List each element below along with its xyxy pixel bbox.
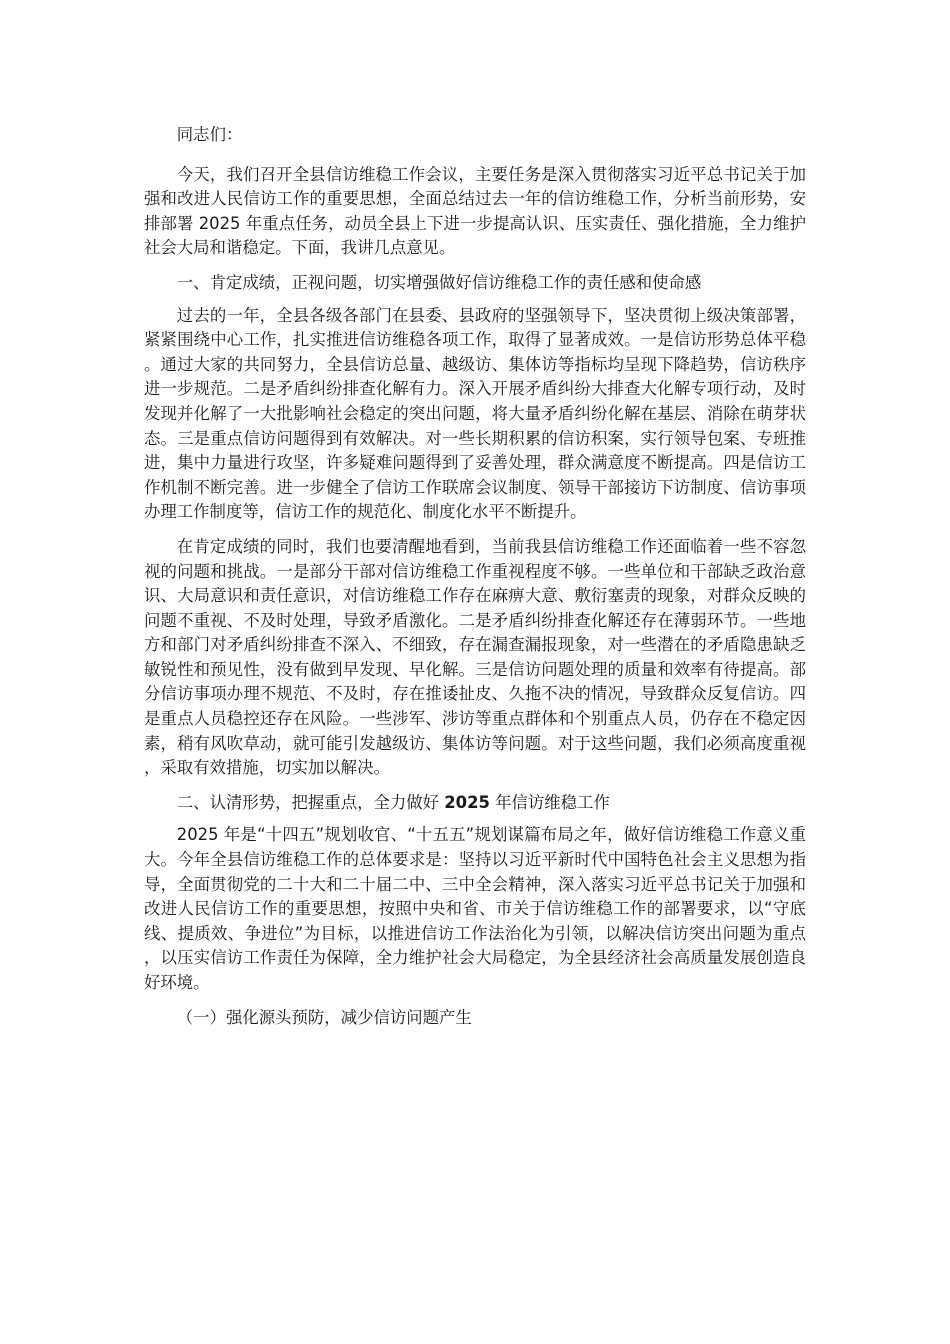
section-2-heading (144, 791, 806, 816)
document-body (144, 123, 806, 1038)
section-1-paragraph-1: 过去的一年，全县各级各部门在县委、县政府的坚强领导下，坚决贯彻上级决策部署，紧紧围绕中心工作，扎实推进信访维稳各项工作，取得了显著成效。一是信访形势总体平稳。通过大家的共同努力，全县信访总量、越级访、集体访等指标均呈现下降趋势，信访秩序进一步规范。二是矛盾纠纷排查化解有力。深入开展矛盾纠纷大排查大化解专项行动，及时发现并化解了一大批影响社会稳定的突出问题，将大量矛盾纠纷化解在基层、消除在萌芽状态。三是重点信访问题得到有效解决。对一些长期积累的信访积案，实行领导包案、专班推进，集中力量进行攻坚，许多疑难问题得到了妥善处理，群众满意度不断提高。四是信访工作机制不断完善。进一步健全了信访工作联席会议制度、领导干部接访下访制度、信访事项办理工作制度等，信访工作的规范化、制度化水平不断提升。 (144, 305, 806, 522)
section-2-paragraph-1: 2025 年是“十四五”规划收官、“十五五”规划谋篇布局之年，做好信访维稳工作意义重大。今年全县信访维稳工作的总体要求是：坚持以习近平新时代中国特色社会主义思想为指导，全面贯彻党的二十大和二十届二中、三中全会精神，深入落实习近平总书记关于加强和改进人民信访工作的重要思想，按照中央和省、市关于信访维稳工作的部署要求，以“守底线、提质效、争进位”为目标，以推进信访工作法治化为引领，以解决信访突出问题为重点，以压实信访工作责任为保障，全力维护社会大局稳定，为全县经济社会高质量发展创造良好环境。 (144, 825, 806, 992)
salutation: 同志们： (176, 125, 243, 144)
section-2-heading-year: 2025 (444, 792, 490, 812)
section-1-heading: 一、肯定成绩，正视问题，切实增强做好信访维稳工作的责任感和使命感 (176, 272, 702, 292)
section-2-heading-part-2: 年信访维稳工作 (489, 792, 610, 812)
subsection-1-heading: （一）强化源头预防，减少信访问题产生 (176, 1007, 472, 1027)
intro-paragraph: 今天，我们召开全县信访维稳工作会议，主要任务是深入贯彻落实习近平总书记关于加强和改进人民信访工作的重要思想，全面总结过去一年的信访维稳工作，分析当前形势，安排部署 2025 年重点任务，动员全县上下进一步提高认识、压实责任、强化措施，全力维护社会大局和谐稳定。下面，我讲几点意见。 (144, 164, 806, 258)
section-2-heading-part-1: 二、认清形势，把握重点，全力做好 (176, 792, 445, 812)
section-1-paragraph-2: 在肯定成绩的同时，我们也要清醒地看到，当前我县信访维稳工作还面临着一些不容忽视的问题和挑战。一是部分干部对信访维稳工作重视程度不够。一些单位和干部缺乏政治意识、大局意识和责任意识，对信访维稳工作存在麻痹大意、敷衍塞责的现象，对群众反映的问题不重视、不及时处理，导致矛盾激化。二是矛盾纠纷排查化解还存在薄弱环节。一些地方和部门对矛盾纠纷排查不深入、不细致，存在漏查漏报现象，对一些潜在的矛盾隐患缺乏敏锐性和预见性，没有做到早发现、早化解。三是信访问题处理的质量和效率有待提高。部分信访事项办理不规范、不及时，存在推诿扯皮、久拖不决的情况，导致群众反复信访。四是重点人员稳控还存在风险。一些涉军、涉访等重点群体和个别重点人员，仍存在不稳定因素，稍有风吹草动，就可能引发越级访、集体访等问题。对于这些问题，我们必须高度重视，采取有效措施，切实加以解决。 (144, 536, 806, 778)
